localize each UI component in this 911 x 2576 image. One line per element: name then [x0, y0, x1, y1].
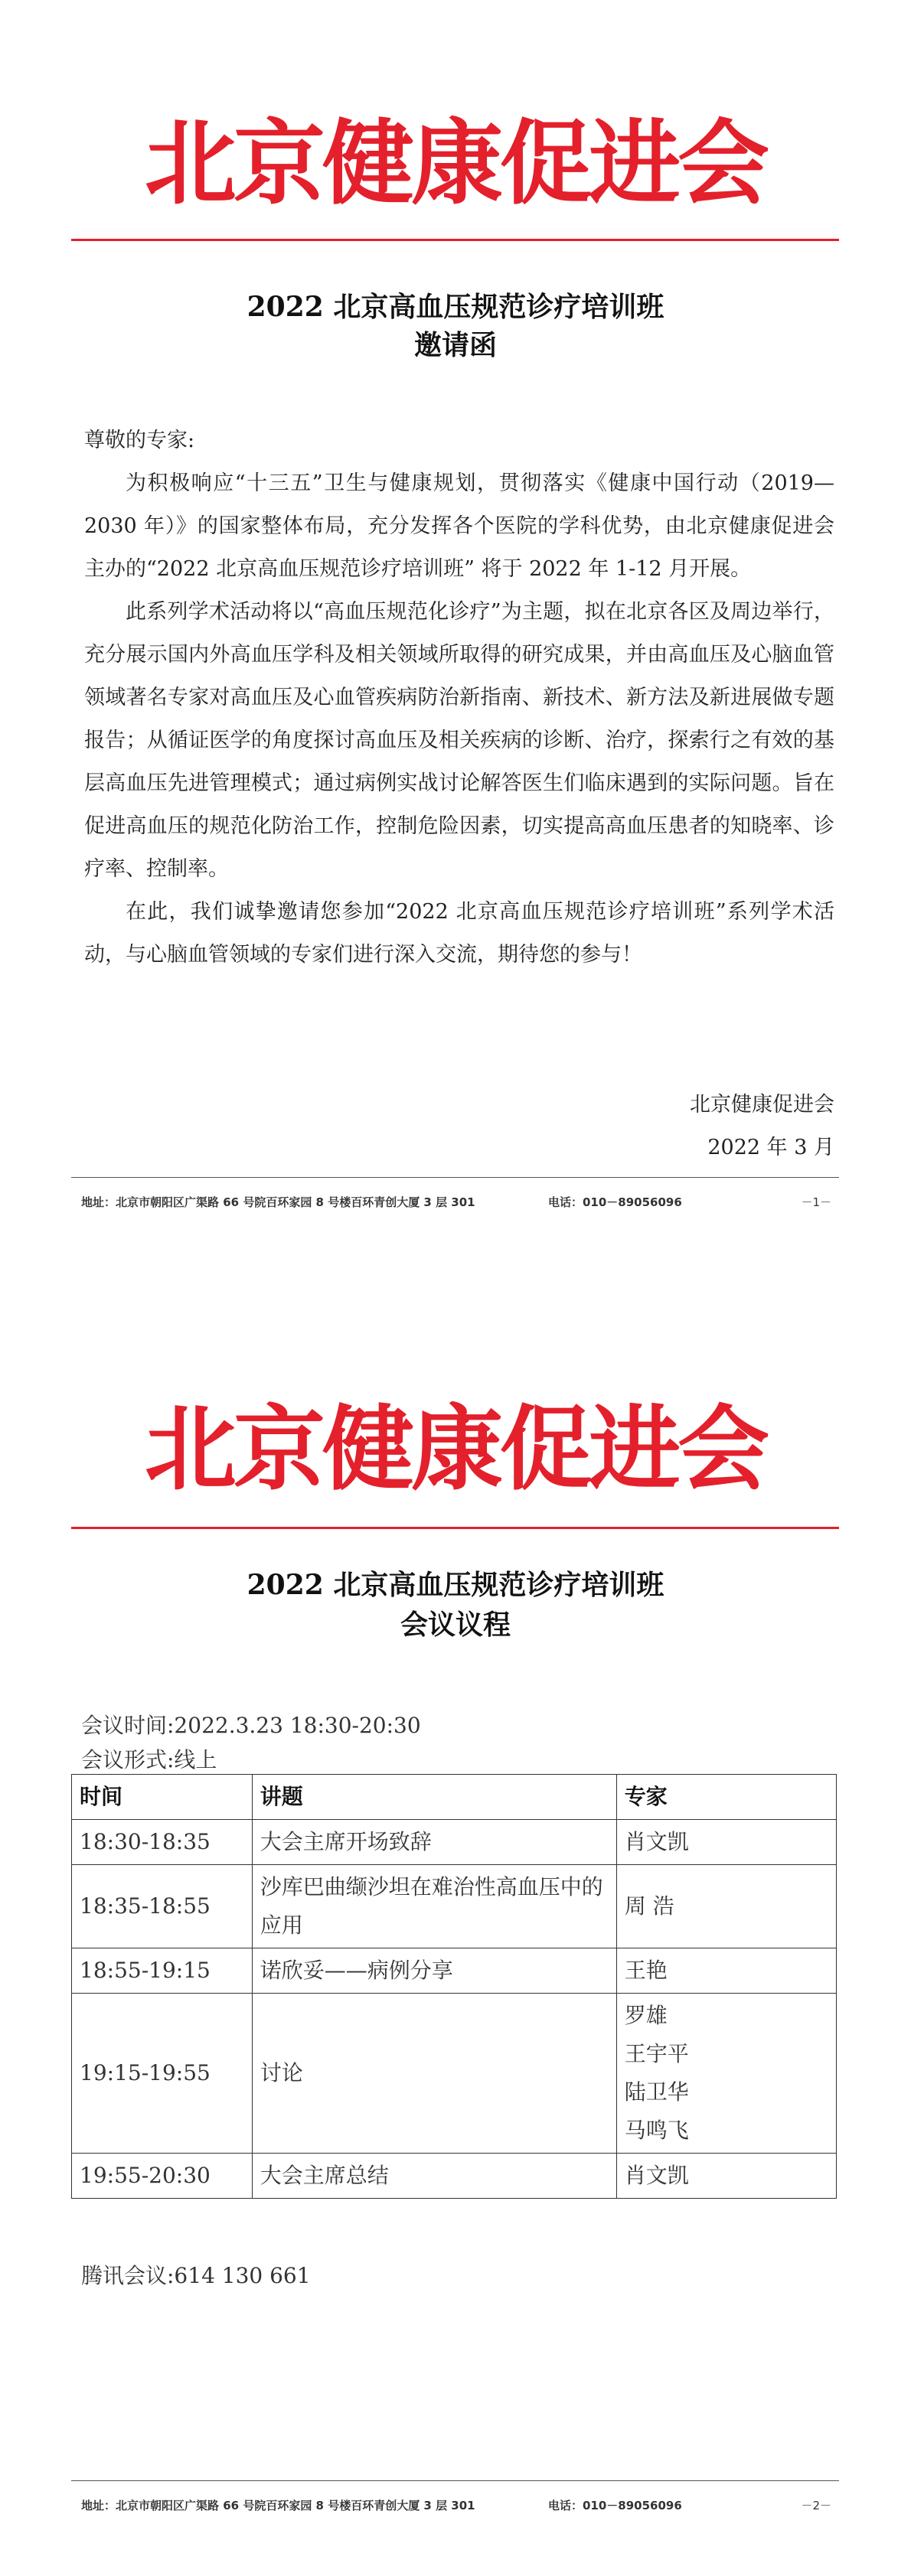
- table-row: [72, 2154, 837, 2199]
- cell-expert: 肖文凯: [616, 2154, 836, 2199]
- letterhead-divider: [71, 239, 839, 241]
- cell-time: 19:55-20:30: [72, 2154, 253, 2199]
- footer-phone: 电话：010－89056096: [548, 2499, 682, 2512]
- header-time: 时间: [72, 1775, 253, 1820]
- table-header-row: [72, 1775, 837, 1820]
- expert-name: 罗雄: [624, 2003, 668, 2028]
- cell-topic: 大会主席开场致辞: [252, 1820, 616, 1865]
- cell-expert: 王艳: [616, 1948, 836, 1994]
- header-expert: 专家: [616, 1775, 836, 1820]
- cell-time: 19:15-19:55: [72, 1994, 253, 2154]
- paragraph: 此系列学术活动将以“高血压规范化诊疗”为主题，拟在北京各区及周边举行，充分展示国内外高血压学科及相关领域所取得的研究成果，并由高血压及心脑血管领域著名专家对高血压及心血管疾病防治新指南、新技术、新方法及新进展做专题报告；从循证医学的角度探讨高血压及相关疾病的诊断、治疗，探索行之有效的基层高血压先进管理模式；通过病例实战讨论解答医生们临床遇到的实际问题。旨在促进高血压的规范化防治工作，控制危险因素，切实提高高血压患者的知晓率、诊疗率、控制率。: [84, 600, 834, 881]
- table-row: [72, 1865, 837, 1948]
- table-row: [72, 1820, 837, 1865]
- cell-expert: 周 浩: [616, 1865, 836, 1948]
- footer-address: 地址：北京市朝阳区广渠路 66 号院百环家园 8 号楼百环青创大厦 3 层 301: [81, 2499, 475, 2512]
- letterhead-banner: 北京健康促进会: [145, 1397, 766, 1503]
- expert-name: 王宇平: [624, 2041, 689, 2066]
- page-number: －2－: [801, 2499, 831, 2512]
- cell-time: 18:55-19:15: [72, 1948, 253, 1994]
- document-subtitle: 会议议程: [400, 1609, 511, 1641]
- meeting-time: 会议时间:2022.3.23 18:30-20:30: [81, 1713, 421, 1738]
- cell-time: 18:30-18:35: [72, 1820, 253, 1865]
- table-row: [72, 1948, 837, 1994]
- paragraph: 在此，我们诚挚邀请您参加“2022 北京高血压规范诊疗培训班”系列学术活动，与心脑血管领域的专家们进行深入交流，期待您的参与！: [84, 900, 834, 967]
- signature-organization: 北京健康促进会: [690, 1093, 834, 1117]
- letterhead-banner: 北京健康促进会: [145, 111, 766, 217]
- document-subtitle: 邀请函: [413, 329, 497, 361]
- letterhead-divider: [71, 1527, 839, 1529]
- cell-time: 18:35-18:55: [72, 1865, 253, 1948]
- greeting: 尊敬的专家:: [84, 429, 195, 452]
- expert-name: 陆卫华: [624, 2079, 689, 2105]
- document-title: 2022 北京高血压规范诊疗培训班: [247, 1569, 664, 1601]
- letter-body: [84, 419, 834, 977]
- signature-date: 2022 年 3 月: [707, 1136, 834, 1159]
- footer-divider: [71, 1177, 839, 1178]
- meeting-format: 会议形式:线上: [81, 1747, 217, 1772]
- expert-name: 马鸣飞: [624, 2118, 689, 2143]
- table-row: [72, 1994, 837, 2154]
- header-topic: 讲题: [252, 1775, 616, 1820]
- cell-expert: [616, 1994, 836, 2154]
- cell-topic: 沙库巴曲缬沙坦在难治性高血压中的应用: [252, 1865, 616, 1948]
- footer-divider: [71, 2480, 839, 2481]
- cell-expert: 肖文凯: [616, 1820, 836, 1865]
- footer-phone: 电话：010－89056096: [548, 1195, 682, 1209]
- paragraph: 为积极响应“十三五”卫生与健康规划，贯彻落实《健康中国行动（2019—2030 年）》的国家整体布局，充分发挥各个医院的学科优势，由北京健康促进会主办的“2022 北京高血压规范诊疗培训班” 将于 2022 年 1-12 月开展。: [84, 471, 834, 581]
- footer-address: 地址：北京市朝阳区广渠路 66 号院百环家园 8 号楼百环青创大厦 3 层 301: [81, 1195, 475, 1209]
- agenda-table: [71, 1774, 837, 2199]
- cell-topic: 诺欣妥——病例分享: [252, 1948, 616, 1994]
- document-title: 2022 北京高血压规范诊疗培训班: [247, 291, 664, 323]
- cell-topic: 大会主席总结: [252, 2154, 616, 2199]
- cell-topic: 讨论: [252, 1994, 616, 2154]
- tencent-meeting-id: 腾讯会议:614 130 661: [81, 2263, 311, 2288]
- page-number: －1－: [801, 1195, 831, 1209]
